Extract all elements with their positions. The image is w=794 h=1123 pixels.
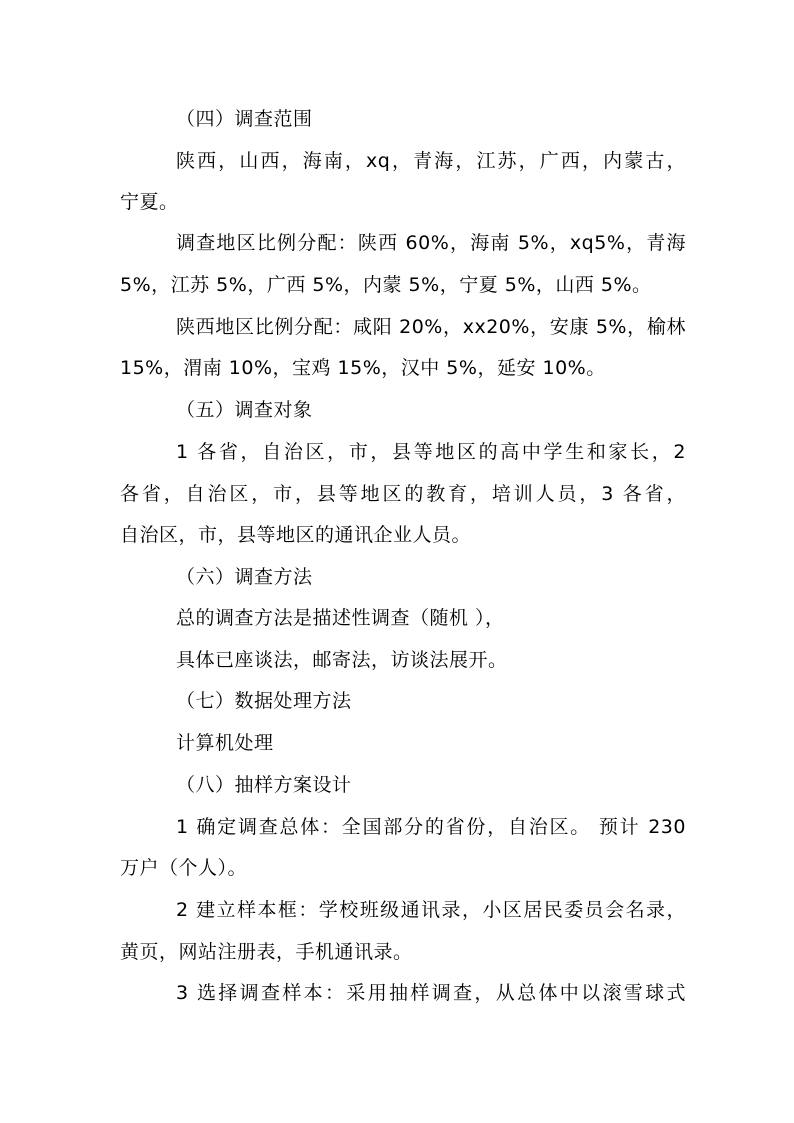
heading-survey-scope: （四）调查范围 bbox=[176, 108, 313, 130]
paragraph-line: 1 确定调查总体：全国部分的省份，自治区。 预计 230 bbox=[176, 816, 686, 838]
paragraph-line: 万户（个人）。 bbox=[120, 857, 248, 879]
paragraph-line: 自治区，市，县等地区的通讯企业人员。 bbox=[120, 524, 472, 546]
heading-survey-subjects: （五）调查对象 bbox=[176, 399, 313, 421]
paragraph-line: 3 选择调查样本：采用抽样调查，从总体中以滚雪球式 bbox=[176, 982, 686, 1004]
paragraph-line: 各省，自治区，市，县等地区的教育，培训人员，3 各省， bbox=[120, 483, 686, 505]
paragraph-line: 调查地区比例分配：陕西 60%，海南 5%，xq5%，青海 bbox=[176, 232, 686, 254]
paragraph-line: 2 建立样本框：学校班级通讯录，小区居民委员会名录， bbox=[176, 899, 686, 921]
paragraph-line: 15%，渭南 10%，宝鸡 15%，汉中 5%，延安 10%。 bbox=[120, 357, 606, 379]
heading-sampling-design: （八）抽样方案设计 bbox=[176, 774, 352, 796]
heading-survey-method: （六）调查方法 bbox=[176, 566, 313, 588]
paragraph-line: 总的调查方法是描述性调查（随机 ）， bbox=[176, 607, 505, 629]
paragraph-line: 宁夏。 bbox=[120, 191, 179, 213]
paragraph-line: 具体已座谈法，邮寄法，访谈法展开。 bbox=[176, 649, 508, 671]
paragraph-line: 陕西地区比例分配：咸阳 20%，xx20%，安康 5%，榆林 bbox=[176, 316, 686, 338]
paragraph-line: 5%，江苏 5%，广西 5%，内蒙 5%，宁夏 5%，山西 5%。 bbox=[120, 274, 652, 296]
heading-data-processing: （七）数据处理方法 bbox=[176, 690, 352, 712]
paragraph-line: 1 各省，自治区，市，县等地区的高中学生和家长，2 bbox=[176, 441, 686, 463]
paragraph-line: 黄页，网站注册表，手机通讯录。 bbox=[120, 941, 413, 963]
paragraph-line: 计算机处理 bbox=[176, 732, 274, 754]
paragraph-line: 陕西，山西，海南，xq，青海，江苏，广西，内蒙古， bbox=[176, 150, 686, 172]
